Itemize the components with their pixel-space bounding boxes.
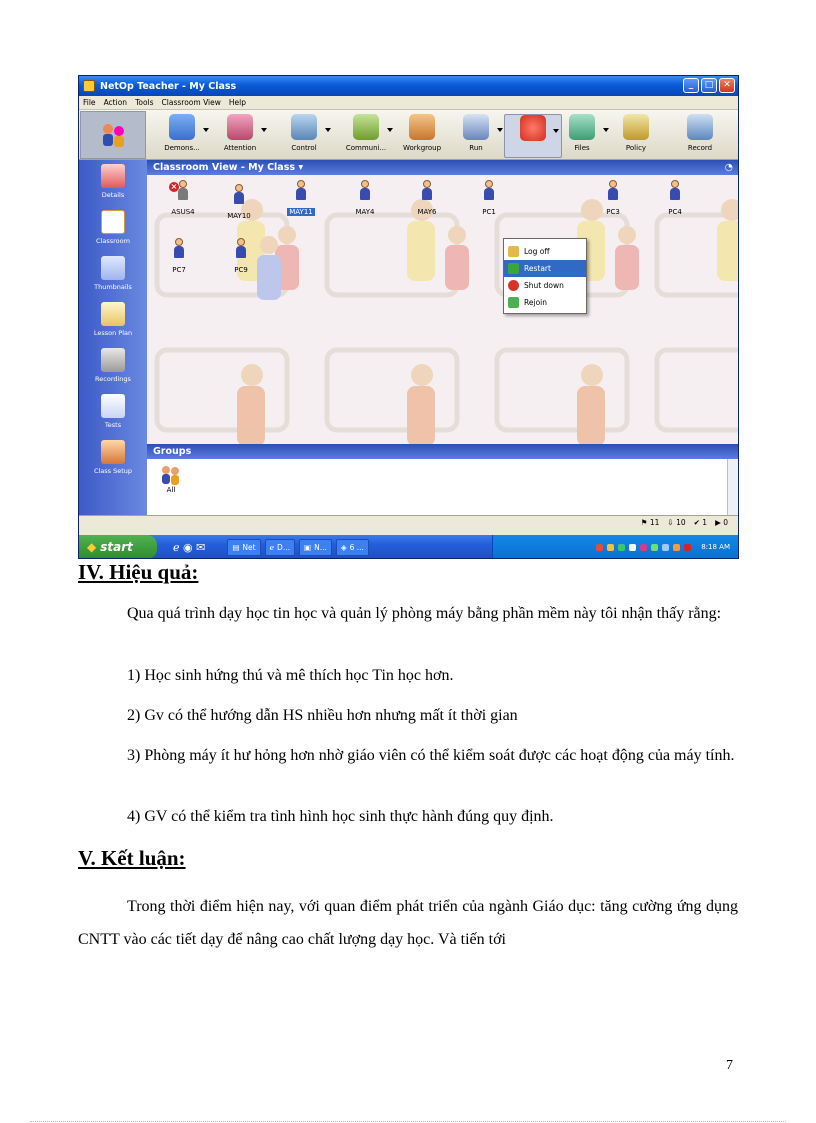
tray-icon[interactable] (596, 544, 603, 551)
tray-icon[interactable] (618, 544, 625, 551)
rejoin-icon (508, 297, 519, 308)
netop-app-icon (83, 80, 95, 92)
menu-classroom-view[interactable]: Classroom View (161, 98, 221, 107)
taskbar-button-browser[interactable]: ℯ D... (265, 539, 295, 556)
tray-icon[interactable] (651, 544, 658, 551)
groups-panel (147, 444, 739, 515)
sidebar-item-thumbnails[interactable]: Thumbnails (79, 256, 147, 302)
student-computer-icon[interactable]: PC9 (213, 238, 269, 288)
taskbar-button-netop[interactable]: ▣ N... (299, 539, 332, 556)
control-icon (291, 114, 317, 140)
result-item-1: 1) Học sinh hứng thú và mê thích học Tin học hơn. (127, 667, 454, 684)
tray-icon[interactable] (662, 544, 669, 551)
section-4-intro: Qua quá trình dạy học tin học và quản lý phòng máy bằng phần mềm này tôi nhận thấy rằng: (127, 605, 722, 622)
window-title: NetOp Teacher - My Class (100, 80, 237, 92)
toolbar-communicate-button[interactable]: Communi... (337, 114, 395, 158)
student-computer-icon[interactable]: PC7 (151, 238, 207, 288)
attention-icon (227, 114, 253, 140)
power-icon (508, 280, 519, 291)
windows-taskbar (79, 535, 738, 559)
result-item-3: 3) Phòng máy ít hư hỏng hơn nhờ giáo viên có thể kiểm soát được các hoạt động của máy tính. (127, 747, 735, 764)
dropdown-arrow-icon (203, 128, 209, 132)
lesson-plan-icon (101, 302, 125, 326)
taskbar-button-other[interactable]: ◈ 6 ... (336, 539, 369, 556)
dropdown-arrow-icon (261, 128, 267, 132)
class-group-icon (98, 120, 128, 150)
sidebar-item-details[interactable]: Details (79, 164, 147, 210)
result-item-2: 2) Gv có thể hướng dẫn HS nhiều hơn nhưng mất ít thời gian (127, 707, 518, 724)
status-bar (79, 515, 738, 529)
classroom-icon (101, 210, 125, 234)
refresh-icon[interactable]: ◔ (724, 162, 733, 173)
taskbar-button-net[interactable]: ▤ Net (227, 539, 260, 556)
tray-icon[interactable] (673, 544, 680, 551)
status-active: ✔ 1 (693, 518, 708, 527)
demonstrate-icon (169, 114, 195, 140)
student-computer-icon[interactable]: PC4 (647, 180, 703, 230)
start-button[interactable]: ◆ start (79, 535, 157, 559)
sidebar-item-class-setup[interactable]: Class Setup (79, 440, 147, 486)
offline-status-icon: × (170, 182, 178, 191)
menu-file[interactable]: File (83, 98, 96, 107)
tray-icon[interactable] (629, 544, 636, 551)
files-icon (569, 114, 595, 140)
menu-tools[interactable]: Tools (135, 98, 154, 107)
clock[interactable]: 8:18 AM (701, 543, 730, 551)
menu-help[interactable]: Help (228, 98, 246, 107)
section-5-paragraph: Trong thời điểm hiện nay, với quan điểm phát triển của ngành Giáo dục: tăng cường ứng dụng CNTT vào các tiết dạy để nâng cao chất lượng dạy học. Và tiến tới (78, 898, 738, 948)
toolbar (79, 110, 738, 160)
tray-icon[interactable] (640, 544, 647, 551)
toolbar-control-button[interactable]: Control (275, 114, 333, 158)
power-context-menu (503, 238, 587, 314)
minimize-button[interactable]: _ (683, 78, 699, 93)
power-icon (520, 115, 546, 141)
sidebar-item-classroom[interactable]: Classroom (79, 210, 147, 256)
menu-action[interactable]: Action (103, 98, 128, 107)
restart-icon (508, 263, 519, 274)
system-tray (492, 535, 738, 559)
dropdown-arrow-icon (325, 128, 331, 132)
section-4-heading: IV. Hiệu quả: (78, 560, 199, 584)
class-home-button[interactable] (80, 111, 146, 159)
run-icon (463, 114, 489, 140)
netop-screenshot (78, 75, 739, 559)
student-computer-icon[interactable]: × ASUS4 (170, 182, 195, 216)
dropdown-arrow-icon (497, 128, 503, 132)
menubar (79, 96, 738, 110)
status-total: ⚑ 11 (640, 518, 660, 527)
status-other: ▶ 0 (715, 518, 728, 527)
student-computer-icon[interactable]: PC3 (585, 180, 641, 230)
student-computer-icon[interactable]: MAY6 (399, 180, 455, 230)
sidebar-item-tests[interactable]: Tests (79, 394, 147, 440)
toolbar-record-button[interactable]: Record (671, 114, 729, 158)
details-icon (101, 164, 125, 188)
browser-icon: ℯ (269, 542, 275, 552)
maximize-button[interactable]: □ (701, 78, 717, 93)
key-icon (508, 246, 519, 257)
toolbar-workgroup-button[interactable]: Workgroup (393, 114, 451, 158)
recordings-icon (101, 348, 125, 372)
windows-logo-icon: ◆ (87, 540, 97, 554)
toolbar-policy-button[interactable]: Policy (607, 114, 665, 158)
sidebar-item-recordings[interactable]: Recordings (79, 348, 147, 394)
student-computer-icon[interactable]: MAY11 (273, 180, 329, 230)
menu-item-log-off[interactable]: Log off (504, 243, 586, 260)
student-computer-icon[interactable]: PC1 (461, 180, 517, 230)
policy-icon (623, 114, 649, 140)
menu-item-rejoin[interactable]: Rejoin (504, 294, 586, 311)
result-item-4: 4) GV có thể kiểm tra tình hình học sinh thực hành đúng quy định. (127, 808, 554, 825)
record-icon (687, 114, 713, 140)
communicate-icon (353, 114, 379, 140)
classroom-view-header[interactable]: Classroom View - My Class ▾ ◔ (147, 160, 739, 175)
toolbar-run-button[interactable]: Run (447, 114, 505, 158)
sidebar-item-lesson-plan[interactable]: Lesson Plan (79, 302, 147, 348)
menu-item-shut-down[interactable]: Shut down (504, 277, 586, 294)
groups-header: Groups (147, 444, 739, 459)
footer-rule (30, 1121, 786, 1122)
quick-launch-icons[interactable]: ℯ ◉ ✉ (173, 540, 206, 554)
section-5-heading: V. Kết luận: (78, 846, 186, 870)
page-number: 7 (726, 1058, 733, 1073)
thumbnails-icon (101, 256, 125, 280)
student-computer-icon[interactable]: MAY4 (337, 180, 393, 230)
toolbar-attention-button[interactable]: Attention (211, 114, 269, 158)
window-controls (683, 78, 735, 93)
netop-icon: ▣ (303, 542, 312, 552)
menu-item-restart[interactable]: Restart (504, 260, 586, 277)
window-titlebar (79, 76, 738, 96)
toolbar-files-button[interactable]: Files (553, 114, 611, 158)
groups-scrollbar[interactable] (727, 459, 739, 515)
student-computer-icon[interactable]: MAY10 (211, 184, 267, 234)
app-icon: ◈ (340, 542, 347, 552)
class-setup-icon (101, 440, 125, 464)
status-connected: ⇩ 10 (667, 518, 686, 527)
workgroup-icon (409, 114, 435, 140)
toolbar-demonstrate-button[interactable]: Demons... (153, 114, 211, 158)
tray-icon[interactable] (607, 544, 614, 551)
group-icon (159, 464, 183, 486)
tray-icon[interactable] (684, 544, 691, 551)
folder-icon: ▤ (232, 542, 240, 552)
tests-icon (101, 394, 125, 418)
classroom-view-panel (147, 160, 739, 444)
close-button[interactable]: ✕ (719, 78, 735, 93)
group-all[interactable]: All (159, 464, 183, 494)
navigation-sidebar (79, 160, 147, 515)
